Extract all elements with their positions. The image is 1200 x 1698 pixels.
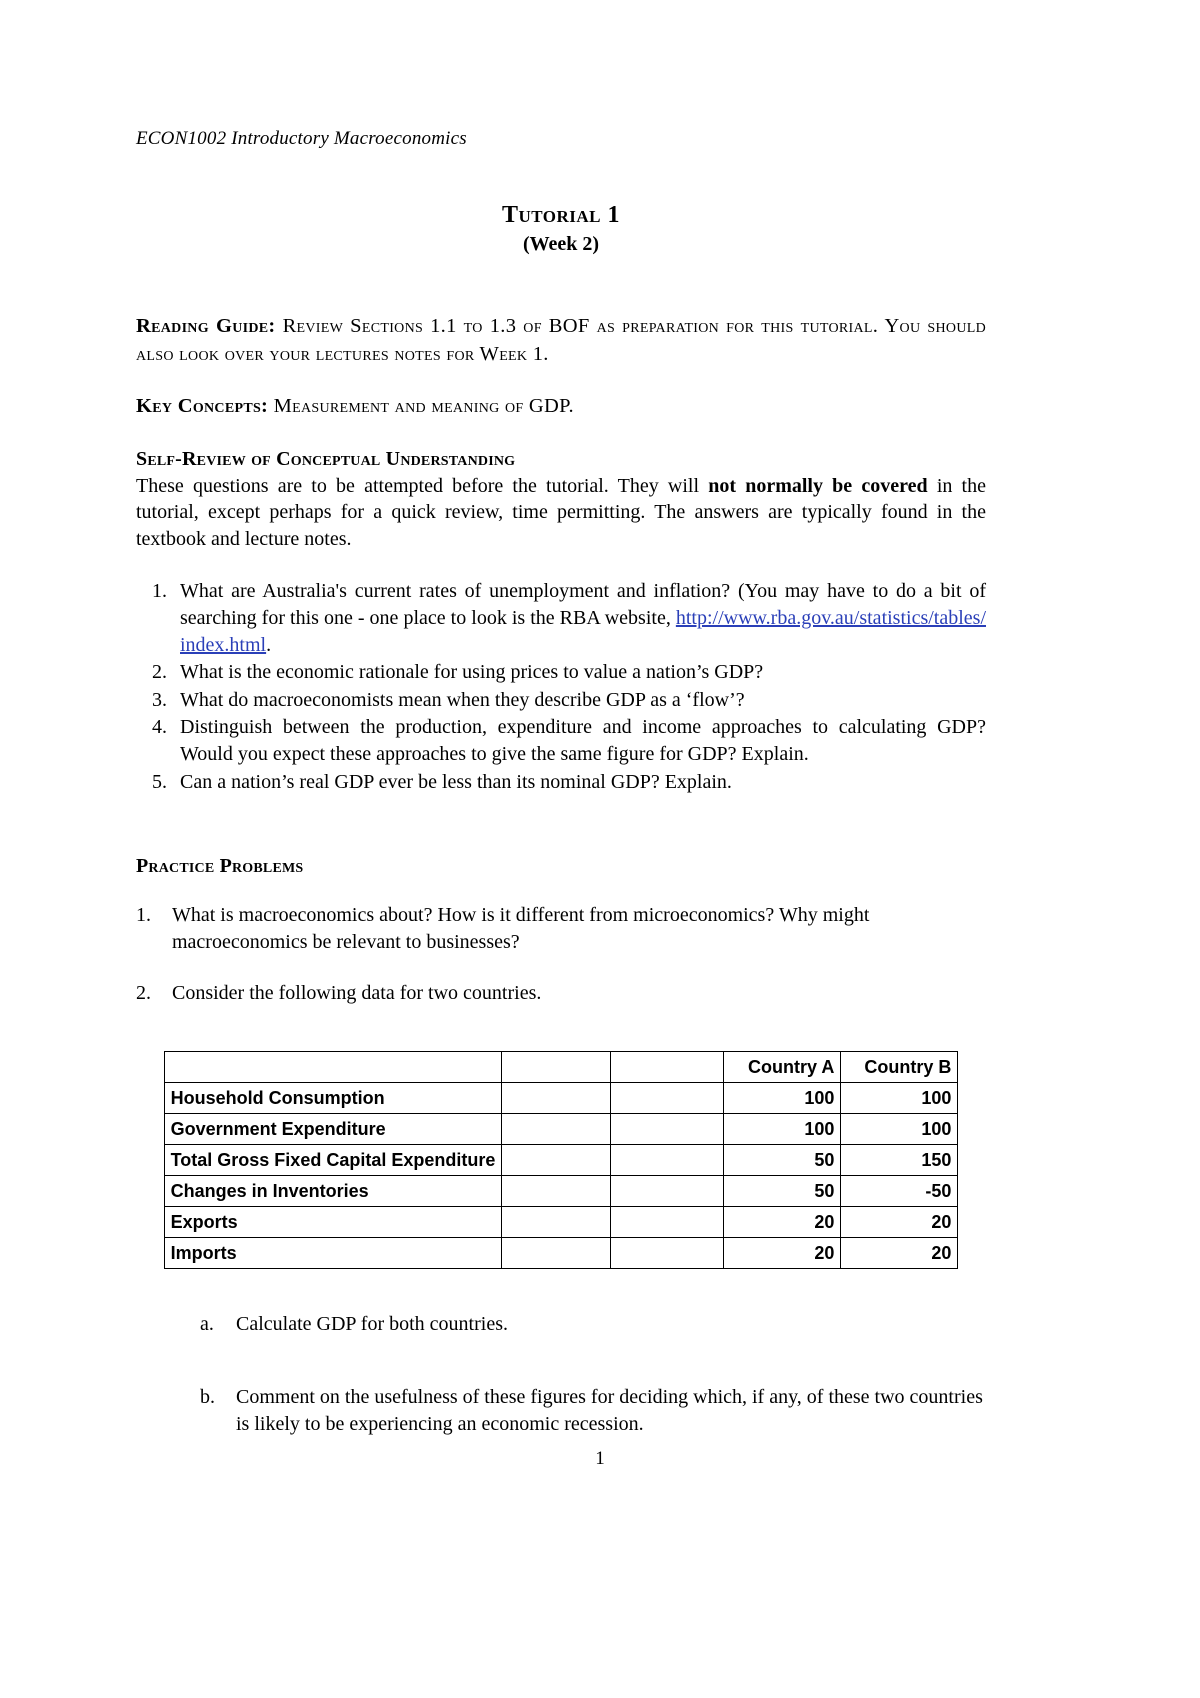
row-value-country-b: 100 [841, 1114, 958, 1145]
row-value-country-b: 20 [841, 1207, 958, 1238]
table-header-cell-blank [164, 1052, 502, 1083]
reading-guide-paragraph [136, 312, 986, 369]
row-value-country-a: 20 [724, 1207, 841, 1238]
table-row [164, 1238, 958, 1269]
table-row [164, 1176, 958, 1207]
list-item-text: What are Australia's current rates of unemployment and inflation? (You may have to do a bit of searching for this one - one place to look is the RBA website, [180, 580, 986, 629]
self-review-intro-part1: These questions are to be attempted before the tutorial. They will [136, 474, 709, 497]
row-blank [611, 1207, 724, 1238]
page-title: Tutorial 1 [501, 202, 621, 228]
row-blank [502, 1176, 611, 1207]
country-data-table-wrapper [136, 1051, 986, 1269]
table-header-row [164, 1052, 958, 1083]
list-item [172, 659, 986, 686]
page-number: 1 [595, 1448, 605, 1469]
table-header-country-b: Country B [841, 1052, 958, 1083]
row-value-country-b: 100 [841, 1083, 958, 1114]
practice-problems-heading: Practice Problems [136, 855, 304, 878]
list-item-text: Can a nation’s real GDP ever be less than its nominal GDP? Explain. [180, 770, 732, 793]
document-content [136, 128, 986, 1438]
list-item [172, 687, 986, 714]
subitem-letter: b. [200, 1386, 215, 1409]
list-item-text: Distinguish between the production, expenditure and income approaches to calculating GDP? Would you expect these approaches to give the same figure for GDP? Explain. [180, 716, 986, 765]
row-blank [611, 1083, 724, 1114]
title-block [136, 202, 986, 256]
list-item [172, 714, 986, 767]
list-item-text: What is the economic rationale for using prices to value a nation’s GDP? [180, 661, 764, 684]
row-value-country-b: -50 [841, 1176, 958, 1207]
row-blank [502, 1083, 611, 1114]
self-review-intro-part2: in the tutorial, except perhaps for a quick review, time permitting. The answers are typically found in the textbook and lecture notes. [136, 474, 986, 550]
self-review-list [136, 578, 986, 795]
problem-number: 2. [136, 982, 151, 1005]
row-label: Government Expenditure [164, 1114, 502, 1145]
course-header: ECON1002 Introductory Macroeconomics [136, 128, 467, 149]
key-concepts-paragraph [136, 395, 986, 418]
reading-guide-label: Reading Guide: [136, 315, 276, 337]
row-value-country-a: 100 [724, 1083, 841, 1114]
table-row [164, 1145, 958, 1176]
reading-guide-text: Review Sections 1.1 to 1.3 of BOF as preparation for this tutorial. You should also look over your lectures notes for Week 1. [136, 315, 986, 366]
list-item-text-after: . [266, 633, 272, 656]
subitem-b [136, 1384, 986, 1438]
row-label: Imports [164, 1238, 502, 1269]
problem-number: 1. [136, 904, 151, 927]
self-review-intro-bold: not normally be covered [708, 474, 928, 497]
list-item-text: What do macroeconomists mean when they describe GDP as a ‘flow’? [180, 688, 745, 711]
problem-text: What is macroeconomics about? How is it different from microeconomics? Why might macroeconomics be relevant to businesses? [172, 904, 870, 954]
table-header-cell-blank [611, 1052, 724, 1083]
self-review-heading: Self-Review of Conceptual Understanding [136, 447, 516, 470]
practice-subitems [136, 1311, 986, 1438]
table-header-country-a: Country A [724, 1052, 841, 1083]
page-subtitle: (Week 2) [522, 233, 600, 255]
key-concepts-label: Key Concepts: [136, 394, 269, 417]
problem-text: Consider the following data for two countries. [172, 982, 542, 1005]
row-label: Exports [164, 1207, 502, 1238]
row-value-country-a: 20 [724, 1238, 841, 1269]
row-value-country-a: 100 [724, 1114, 841, 1145]
row-blank [502, 1145, 611, 1176]
row-value-country-a: 50 [724, 1176, 841, 1207]
key-concepts-text: Measurement and meaning of GDP. [268, 394, 574, 417]
row-label: Changes in Inventories [164, 1176, 502, 1207]
row-blank [611, 1176, 724, 1207]
row-label: Household Consumption [164, 1083, 502, 1114]
row-blank [502, 1207, 611, 1238]
subitem-letter: a. [200, 1313, 214, 1336]
rba-website-link[interactable]: http://www.rba.gov.au/statistics/tables/index.html [180, 606, 986, 656]
row-blank [611, 1238, 724, 1269]
table-header-cell-blank [502, 1052, 611, 1083]
row-blank [502, 1238, 611, 1269]
row-value-country-a: 50 [724, 1145, 841, 1176]
country-data-table [164, 1051, 959, 1269]
row-blank [611, 1145, 724, 1176]
subitem-text: Comment on the usefulness of these figures for deciding which, if any, of these two countries is likely to be experiencing an economic recession. [236, 1386, 983, 1436]
practice-problem-1 [136, 902, 986, 956]
row-blank [502, 1114, 611, 1145]
self-review-intro [136, 473, 986, 553]
table-row [164, 1083, 958, 1114]
table-row [164, 1207, 958, 1238]
list-item [172, 578, 986, 658]
practice-problem-2 [136, 980, 986, 1007]
row-value-country-b: 150 [841, 1145, 958, 1176]
subitem-text: Calculate GDP for both countries. [236, 1313, 508, 1336]
subitem-a [136, 1311, 986, 1338]
row-label: Total Gross Fixed Capital Expenditure [164, 1145, 502, 1176]
row-value-country-b: 20 [841, 1238, 958, 1269]
row-blank [611, 1114, 724, 1145]
table-row [164, 1114, 958, 1145]
list-item [172, 769, 986, 796]
